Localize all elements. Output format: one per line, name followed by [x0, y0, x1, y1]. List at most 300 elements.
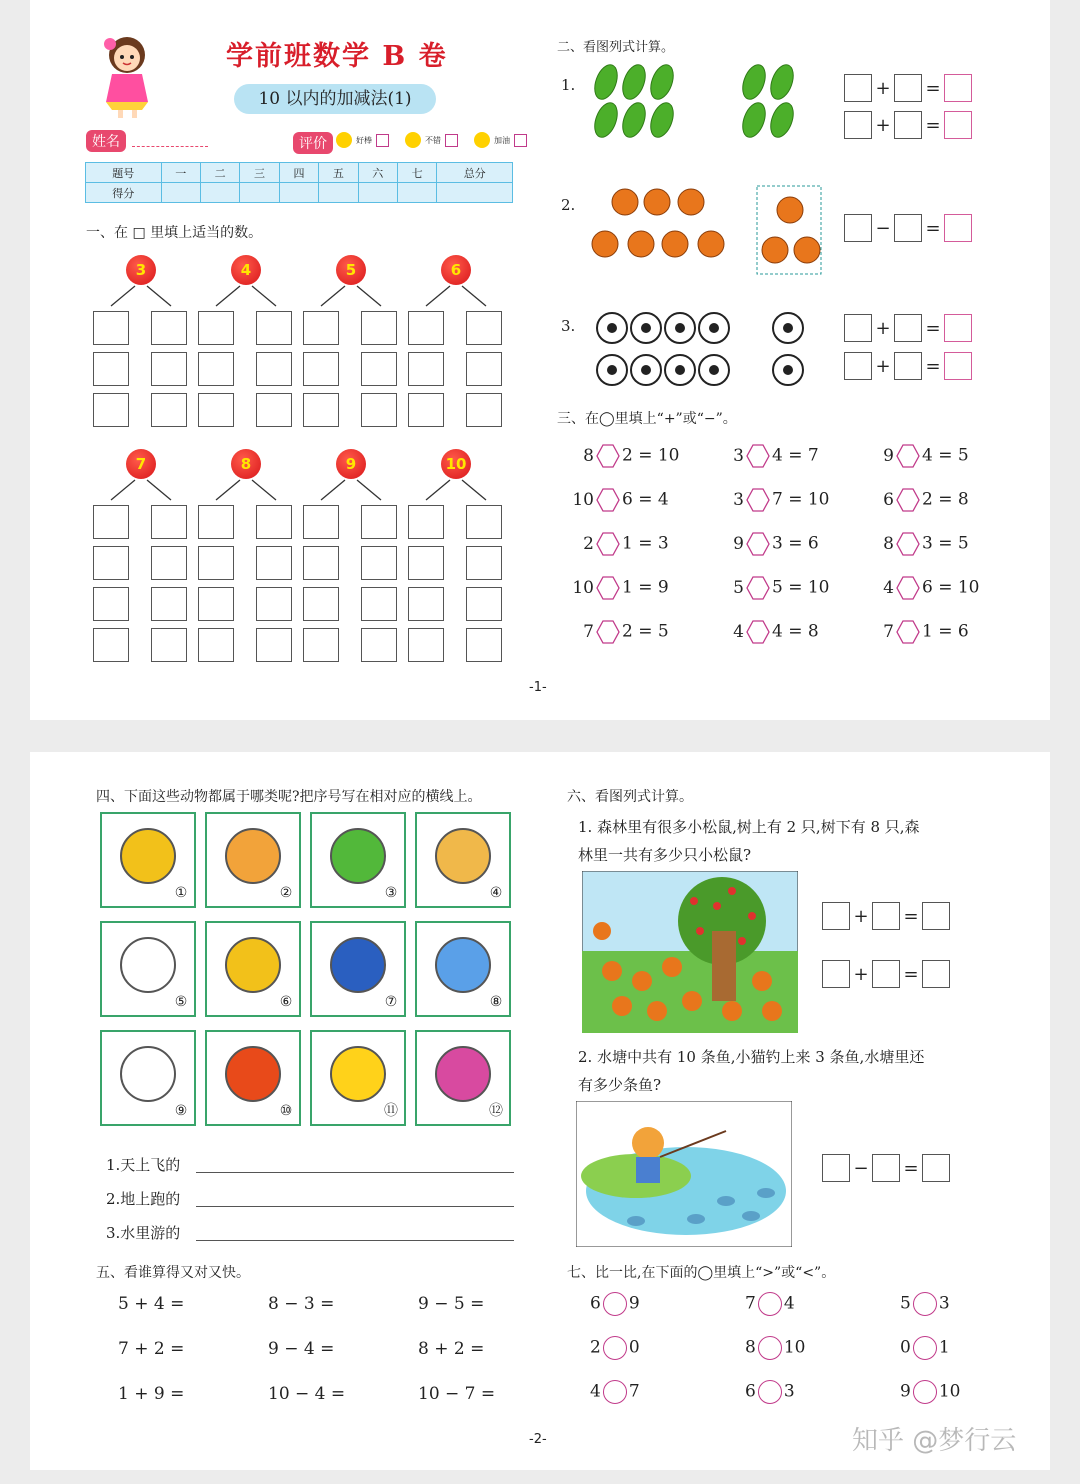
calc-problem: 10 − 4 = — [268, 1384, 346, 1404]
operand: 10 — [572, 489, 594, 510]
answer-box[interactable] — [466, 505, 502, 539]
answer-box[interactable] — [256, 393, 292, 427]
equation-add — [822, 960, 950, 988]
answer-line[interactable] — [196, 1240, 514, 1241]
equation-add — [822, 902, 950, 930]
answer-box[interactable] — [408, 628, 444, 662]
problem-1-text: 1. 森林里有很多小松鼠,树上有 2 只,树下有 8 只,森 — [578, 818, 920, 836]
octopus-number-bubble: 7 — [126, 449, 156, 479]
connector-line — [462, 286, 486, 306]
compare-item — [745, 1336, 805, 1360]
hexagon-input[interactable] — [746, 620, 770, 644]
answer-box[interactable] — [198, 311, 234, 345]
hexagon-input[interactable] — [896, 532, 920, 556]
sign-fill-item — [570, 576, 669, 600]
soccer-balls-illustration — [578, 310, 818, 392]
sign-fill-item — [870, 532, 969, 556]
plus-sign: + — [875, 317, 891, 339]
answer-box[interactable] — [944, 314, 972, 342]
animal-picture — [330, 1046, 386, 1102]
animal-number: ⑩ — [279, 1103, 293, 1119]
problem-number: 2. — [561, 196, 576, 214]
score-cell[interactable] — [240, 183, 279, 203]
compare-circle-input[interactable] — [603, 1292, 627, 1316]
octopus-number-bubble: 10 — [441, 449, 471, 479]
equals-sign: = — [903, 963, 919, 985]
answer-box[interactable] — [872, 902, 900, 930]
animal-number: ② — [279, 885, 293, 901]
category-label: 2.地上跑的 — [106, 1190, 181, 1208]
answer-box[interactable] — [872, 1154, 900, 1182]
eval-checkbox[interactable] — [445, 134, 458, 147]
equation-add — [844, 352, 972, 380]
equation-rest: 1 = 9 — [622, 577, 669, 598]
operand: 9 — [733, 533, 744, 554]
plus-sign: + — [853, 905, 869, 927]
compare-circle-input[interactable] — [913, 1380, 937, 1404]
answer-box[interactable] — [844, 214, 872, 242]
answer-box[interactable] — [844, 74, 872, 102]
answer-line[interactable] — [196, 1206, 514, 1207]
equation-rest: 6 = 4 — [622, 489, 669, 510]
hexagon-input[interactable] — [596, 488, 620, 512]
answer-box[interactable] — [198, 546, 234, 580]
answer-box[interactable] — [844, 111, 872, 139]
equals-sign: = — [903, 905, 919, 927]
section-3-title: 三、在◯里填上“+”或“−”。 — [557, 411, 737, 427]
calc-problem: 7 + 2 = — [118, 1339, 185, 1359]
hexagon-input[interactable] — [746, 576, 770, 600]
leaf-icon — [618, 100, 649, 141]
score-header: 题号 — [86, 163, 162, 183]
compare-circle-input[interactable] — [758, 1336, 782, 1360]
answer-box[interactable] — [93, 311, 129, 345]
hexagon-input[interactable] — [746, 488, 770, 512]
problem-2-text: 有多少条鱼? — [578, 1076, 662, 1094]
operand: 2 — [583, 533, 594, 554]
answer-box[interactable] — [466, 352, 502, 386]
soccer-ball-patch — [709, 323, 719, 333]
score-cell[interactable] — [397, 183, 436, 203]
answer-box[interactable] — [361, 628, 397, 662]
equation-rest: 7 = 10 — [772, 489, 830, 510]
equation-add — [844, 314, 972, 342]
worksheet-subtitle: 10 以内的加减法(1) — [234, 84, 436, 114]
plus-sign: + — [875, 114, 891, 136]
answer-box[interactable] — [894, 74, 922, 102]
squirrel-icon — [662, 231, 688, 257]
answer-box[interactable] — [198, 352, 234, 386]
leaf-icon — [590, 62, 621, 102]
equation-rest: 1 = 3 — [622, 533, 669, 554]
answer-box[interactable] — [303, 393, 339, 427]
animal-card — [310, 812, 406, 908]
squirrel-icon — [794, 237, 820, 263]
score-cell[interactable] — [319, 183, 358, 203]
smiley-icon — [474, 132, 490, 148]
answer-box[interactable] — [303, 587, 339, 621]
answer-box[interactable] — [361, 393, 397, 427]
animal-picture — [435, 828, 491, 884]
answer-box[interactable] — [361, 505, 397, 539]
answer-box[interactable] — [361, 352, 397, 386]
compare-circle-input[interactable] — [758, 1292, 782, 1316]
calc-problem: 5 + 4 = — [118, 1294, 185, 1314]
compare-left: 9 — [900, 1381, 911, 1402]
equals-sign: = — [925, 77, 941, 99]
calc-problem: 1 + 9 = — [118, 1384, 185, 1404]
compare-right: 9 — [628, 1293, 640, 1314]
answer-box[interactable] — [408, 505, 444, 539]
page-number: -1- — [529, 680, 547, 695]
compare-item — [590, 1380, 640, 1404]
score-cell[interactable] — [358, 183, 397, 203]
sign-fill-item — [570, 488, 669, 512]
connector-line — [357, 480, 381, 500]
answer-box[interactable] — [408, 311, 444, 345]
problem-1-text: 林里一共有多少只小松鼠? — [578, 846, 752, 864]
hexagon-input[interactable] — [596, 444, 620, 468]
score-header: 五 — [319, 163, 358, 183]
score-table — [85, 162, 513, 203]
category-label: 1.天上飞的 — [106, 1156, 181, 1174]
eval-options — [336, 132, 527, 148]
score-header: 六 — [358, 163, 397, 183]
animal-card — [205, 1030, 301, 1126]
answer-box[interactable] — [466, 546, 502, 580]
equals-sign: = — [903, 1157, 919, 1179]
octopus-number-bubble: 5 — [336, 255, 366, 285]
animal-number: ⑨ — [174, 1103, 188, 1119]
sign-fill-item — [870, 488, 969, 512]
problem-number: 1. — [561, 76, 576, 94]
connector-line — [252, 286, 276, 306]
compare-item — [745, 1292, 795, 1316]
section-5-title: 五、看谁算得又对又快。 — [96, 1265, 250, 1281]
eval-option-label: 加油 — [494, 135, 510, 145]
answer-box[interactable] — [303, 546, 339, 580]
answer-box[interactable] — [93, 628, 129, 662]
answer-box[interactable] — [151, 505, 187, 539]
equals-sign: = — [925, 217, 941, 239]
answer-box[interactable] — [944, 74, 972, 102]
compare-left: 4 — [590, 1381, 601, 1402]
sign-fill-item — [570, 532, 669, 556]
animal-card — [415, 921, 511, 1017]
operand: 4 — [733, 621, 744, 642]
answer-box[interactable] — [198, 505, 234, 539]
answer-box[interactable] — [822, 902, 850, 930]
answer-box[interactable] — [256, 352, 292, 386]
soccer-ball-patch — [607, 323, 617, 333]
equation-rest: 1 = 6 — [922, 621, 969, 642]
answer-box[interactable] — [151, 546, 187, 580]
score-cell[interactable] — [279, 183, 318, 203]
answer-box[interactable] — [151, 352, 187, 386]
animal-picture — [435, 1046, 491, 1102]
answer-box[interactable] — [408, 352, 444, 386]
eval-option-label: 好棒 — [356, 135, 372, 145]
operand: 4 — [883, 577, 894, 598]
leaf-icon — [766, 100, 797, 141]
answer-box[interactable] — [894, 314, 922, 342]
worksheet-page-1 — [30, 0, 1050, 720]
leaf-icon — [646, 100, 677, 141]
answer-box[interactable] — [303, 311, 339, 345]
smiley-icon — [336, 132, 352, 148]
problem-2-text: 2. 水塘中共有 10 条鱼,小猫钓上来 3 条鱼,水塘里还 — [578, 1048, 925, 1066]
minus-sign: − — [853, 1157, 869, 1179]
animal-number: ③ — [384, 885, 398, 901]
minus-sign: − — [875, 217, 891, 239]
soccer-ball-patch — [641, 365, 651, 375]
answer-box[interactable] — [256, 587, 292, 621]
answer-box[interactable] — [944, 352, 972, 380]
hexagon-input[interactable] — [896, 620, 920, 644]
equation-rest: 4 = 7 — [772, 445, 819, 466]
score-header: 总分 — [437, 163, 513, 183]
operand: 9 — [883, 445, 894, 466]
hexagon-input[interactable] — [896, 444, 920, 468]
hexagon-input[interactable] — [746, 532, 770, 556]
answer-box[interactable] — [894, 111, 922, 139]
equals-sign: = — [925, 317, 941, 339]
compare-circle-input[interactable] — [913, 1336, 937, 1360]
connector-line — [216, 480, 240, 500]
compare-circle-input[interactable] — [603, 1336, 627, 1360]
forest-squirrels-illustration — [582, 871, 798, 1033]
eval-checkbox[interactable] — [376, 134, 389, 147]
answer-box[interactable] — [93, 393, 129, 427]
hexagon-input[interactable] — [596, 620, 620, 644]
score-cell[interactable] — [161, 183, 200, 203]
leaf-icon — [738, 62, 769, 102]
answer-box[interactable] — [361, 311, 397, 345]
section-6-title: 六、看图列式计算。 — [567, 789, 693, 805]
calc-problem: 9 − 5 = — [418, 1294, 485, 1314]
hexagon-input[interactable] — [896, 488, 920, 512]
answer-box[interactable] — [151, 393, 187, 427]
animal-card — [310, 1030, 406, 1126]
hexagon-input[interactable] — [596, 576, 620, 600]
answer-box[interactable] — [944, 214, 972, 242]
answer-box[interactable] — [93, 587, 129, 621]
sign-fill-item — [570, 444, 680, 468]
answer-box[interactable] — [466, 311, 502, 345]
smiley-icon — [405, 132, 421, 148]
equation-rest: 2 = 5 — [622, 621, 669, 642]
equation-rest: 3 = 6 — [772, 533, 819, 554]
answer-box[interactable] — [93, 352, 129, 386]
answer-box[interactable] — [408, 546, 444, 580]
squirrel-icon — [592, 231, 618, 257]
plus-sign: + — [875, 77, 891, 99]
operand: 8 — [883, 533, 894, 554]
eval-option-label: 不错 — [425, 135, 441, 145]
animal-number: ⑦ — [384, 994, 398, 1010]
compare-circle-input[interactable] — [603, 1380, 627, 1404]
leaf-icon — [766, 62, 797, 102]
operand: 3 — [733, 489, 744, 510]
answer-line[interactable] — [196, 1172, 514, 1173]
answer-box[interactable] — [361, 587, 397, 621]
soccer-ball-patch — [783, 323, 793, 333]
compare-circle-input[interactable] — [913, 1292, 937, 1316]
animal-card — [205, 921, 301, 1017]
connector-line — [357, 286, 381, 306]
hexagon-input[interactable] — [896, 576, 920, 600]
answer-box[interactable] — [256, 546, 292, 580]
soccer-ball-patch — [675, 323, 685, 333]
animal-card — [100, 1030, 196, 1126]
compare-right: 3 — [938, 1293, 950, 1314]
answer-box[interactable] — [922, 960, 950, 988]
answer-box[interactable] — [151, 311, 187, 345]
sign-fill-item — [870, 576, 980, 600]
score-header: 二 — [200, 163, 239, 183]
calc-problem: 8 − 3 = — [268, 1294, 335, 1314]
hexagon-input[interactable] — [596, 532, 620, 556]
squirrel-icon — [762, 237, 788, 263]
eval-label: 评价 — [293, 132, 333, 154]
compare-right: 10 — [938, 1381, 961, 1402]
hexagon-input[interactable] — [746, 444, 770, 468]
answer-box[interactable] — [303, 628, 339, 662]
answer-box[interactable] — [844, 314, 872, 342]
soccer-ball-patch — [607, 365, 617, 375]
answer-box[interactable] — [198, 628, 234, 662]
animal-number: ⑪ — [384, 1103, 398, 1119]
leaf-icon — [590, 100, 621, 141]
equation-add — [844, 111, 972, 139]
answer-box[interactable] — [198, 587, 234, 621]
sign-fill-item — [870, 444, 969, 468]
answer-box[interactable] — [361, 546, 397, 580]
animal-number: ⑫ — [489, 1103, 503, 1119]
connector-line — [321, 286, 345, 306]
score-header: 七 — [397, 163, 436, 183]
squirrel-icon — [628, 231, 654, 257]
compare-left: 6 — [745, 1381, 756, 1402]
answer-box[interactable] — [151, 587, 187, 621]
page-number: -2- — [529, 1432, 547, 1447]
answer-box[interactable] — [944, 111, 972, 139]
equation-rest: 4 = 8 — [772, 621, 819, 642]
sign-fill-item — [570, 620, 669, 644]
answer-box[interactable] — [922, 902, 950, 930]
answer-box[interactable] — [93, 546, 129, 580]
squirrel-icon — [644, 189, 670, 215]
soccer-ball-patch — [641, 323, 651, 333]
squirrels-illustration — [575, 180, 825, 276]
score-row-label: 得分 — [86, 183, 162, 203]
equation-rest: 3 = 5 — [922, 533, 969, 554]
answer-box[interactable] — [894, 352, 922, 380]
equation-rest: 4 = 5 — [922, 445, 969, 466]
problem-number: 3. — [561, 317, 576, 335]
animal-number: ⑧ — [489, 994, 503, 1010]
operand: 10 — [572, 577, 594, 598]
answer-box[interactable] — [256, 628, 292, 662]
answer-box[interactable] — [408, 393, 444, 427]
answer-box[interactable] — [93, 505, 129, 539]
score-header: 三 — [240, 163, 279, 183]
answer-box[interactable] — [303, 352, 339, 386]
answer-box[interactable] — [466, 587, 502, 621]
animal-picture — [330, 828, 386, 884]
section-4-title: 四、下面这些动物都属于哪类呢?把序号写在相对应的横线上。 — [96, 789, 482, 805]
answer-box[interactable] — [466, 628, 502, 662]
octopus-number-bubble: 9 — [336, 449, 366, 479]
animal-picture — [120, 1046, 176, 1102]
answer-box[interactable] — [151, 628, 187, 662]
operand: 5 — [733, 577, 744, 598]
operand: 7 — [583, 621, 594, 642]
connector-line — [216, 286, 240, 306]
animal-card — [100, 921, 196, 1017]
answer-box[interactable] — [198, 393, 234, 427]
connector-line — [111, 286, 135, 306]
compare-circle-input[interactable] — [758, 1380, 782, 1404]
answer-box[interactable] — [256, 311, 292, 345]
score-header: 一 — [161, 163, 200, 183]
answer-box[interactable] — [408, 587, 444, 621]
connector-line — [462, 480, 486, 500]
answer-box[interactable] — [466, 393, 502, 427]
equation-rest: 6 = 10 — [922, 577, 980, 598]
answer-box[interactable] — [822, 1154, 850, 1182]
compare-right: 10 — [783, 1337, 806, 1358]
answer-box[interactable] — [822, 960, 850, 988]
leaf-icon — [646, 62, 677, 102]
name-field[interactable] — [132, 146, 208, 147]
connector-line — [147, 480, 171, 500]
equation-rest: 5 = 10 — [772, 577, 830, 598]
answer-box[interactable] — [256, 505, 292, 539]
octopus-number-bubble: 3 — [126, 255, 156, 285]
compare-item — [900, 1292, 950, 1316]
eval-checkbox[interactable] — [514, 134, 527, 147]
operand: 6 — [883, 489, 894, 510]
sign-fill-item — [720, 444, 819, 468]
equals-sign: = — [925, 355, 941, 377]
worksheet-page-2 — [30, 752, 1050, 1470]
leaf-icon — [738, 100, 769, 141]
answer-box[interactable] — [922, 1154, 950, 1182]
compare-right: 1 — [938, 1337, 950, 1358]
animal-number: ⑤ — [174, 994, 188, 1010]
score-cell[interactable] — [200, 183, 239, 203]
sign-fill-item — [720, 488, 830, 512]
animal-number: ⑥ — [279, 994, 293, 1010]
compare-item — [590, 1336, 640, 1360]
animal-card — [100, 812, 196, 908]
answer-box[interactable] — [894, 214, 922, 242]
animal-card — [415, 812, 511, 908]
animal-picture — [120, 828, 176, 884]
animal-picture — [225, 937, 281, 993]
leaf-icon — [618, 62, 649, 102]
sign-fill-item — [720, 576, 830, 600]
answer-box[interactable] — [303, 505, 339, 539]
score-cell[interactable] — [437, 183, 513, 203]
calc-problem: 9 − 4 = — [268, 1339, 335, 1359]
compare-right: 0 — [628, 1337, 640, 1358]
answer-box[interactable] — [844, 352, 872, 380]
section-2-title: 二、看图列式计算。 — [557, 40, 675, 55]
answer-box[interactable] — [872, 960, 900, 988]
equation-add — [844, 74, 972, 102]
